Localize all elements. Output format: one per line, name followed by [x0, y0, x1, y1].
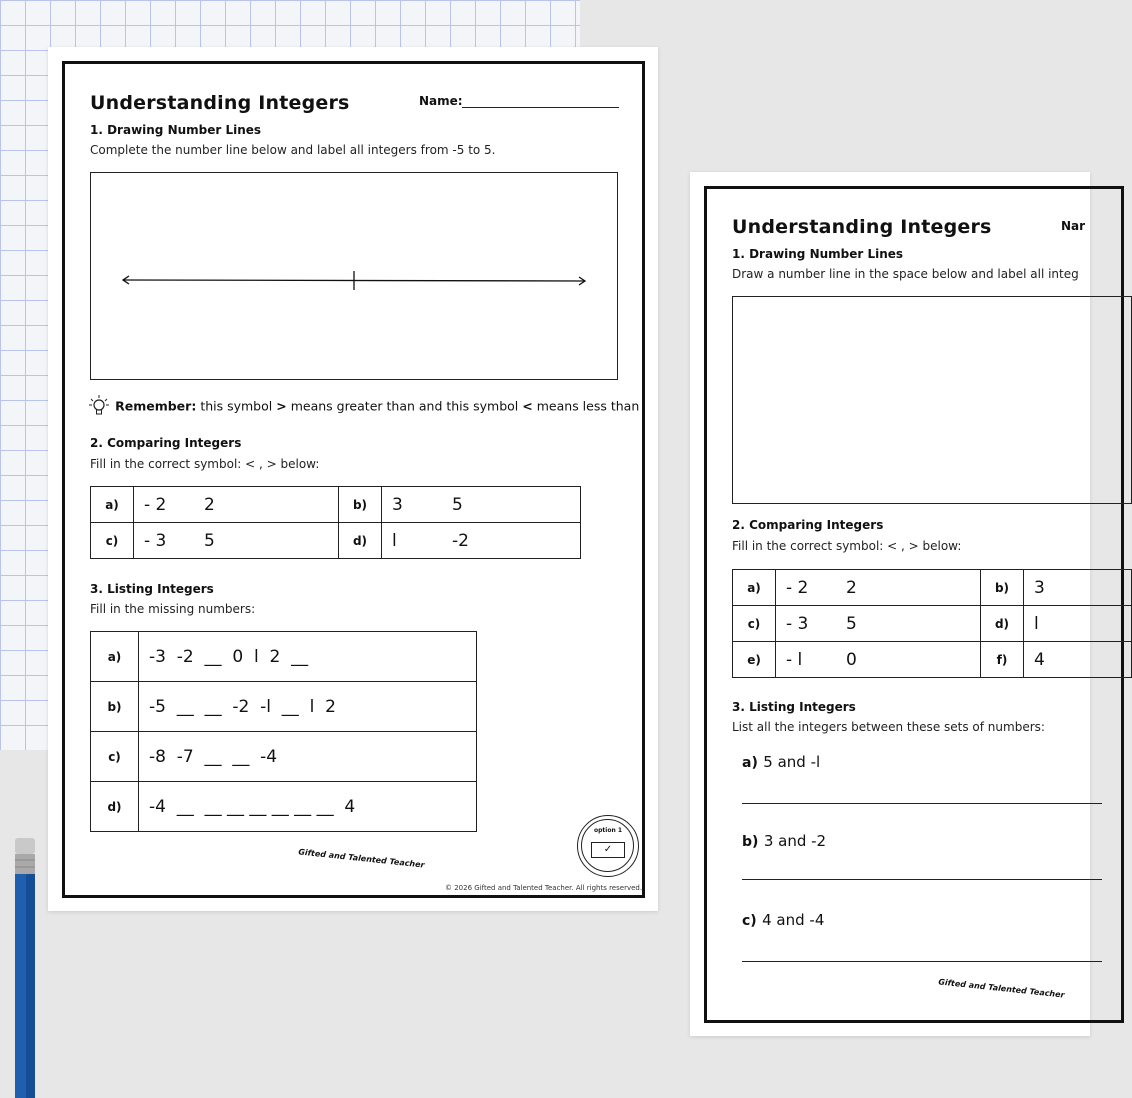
- remember-text-3: means less than: [536, 398, 640, 414]
- remember-note: [88, 394, 639, 418]
- copyright-text: © 2026 Gifted and Talented Teacher. All rights reserved.: [445, 884, 643, 892]
- row-label: a): [91, 632, 139, 682]
- remember-text-1: this symbol: [200, 398, 273, 414]
- list-item: b) 3 and -2: [742, 832, 827, 850]
- comparison-cell[interactable]: l -2: [382, 523, 581, 559]
- table-row: [91, 632, 477, 682]
- section-1-instruction: Complete the number line below and label all integers from -5 to 5.: [90, 143, 496, 157]
- section-3-instruction: List all the integers between these sets of numbers:: [732, 720, 1045, 734]
- section-1-title: 1. Drawing Number Lines: [90, 123, 262, 137]
- answer-line[interactable]: [742, 803, 1102, 804]
- option-badge: [577, 815, 639, 877]
- list-item: c) 4 and -4: [742, 911, 825, 929]
- row-label: a): [733, 570, 776, 606]
- section-2-title: 2. Comparing Integers: [732, 518, 884, 532]
- list-item: a) 5 and -l: [742, 753, 821, 771]
- option-badge-title: option 1: [594, 827, 622, 834]
- comparison-cell[interactable]: - 2 2: [134, 487, 339, 523]
- row-label: c): [91, 523, 134, 559]
- listing-cell[interactable]: -3 -2 __ 0 l 2 __: [139, 632, 477, 682]
- number-line-box[interactable]: [732, 296, 1132, 504]
- section-1-title: 1. Drawing Number Lines: [732, 247, 904, 261]
- comparison-cell[interactable]: 4: [1024, 642, 1132, 678]
- brand-logo: Gifted and Talented Teacher: [297, 847, 425, 870]
- row-label: e): [733, 642, 776, 678]
- table-row: [733, 570, 1132, 606]
- section-3-title: 3. Listing Integers: [732, 700, 856, 714]
- section-1-instruction: Draw a number line in the space below and label all integ: [732, 267, 1079, 281]
- worksheet-title: Understanding Integers: [90, 92, 350, 114]
- comparison-cell[interactable]: 3: [1024, 570, 1132, 606]
- comparison-cell[interactable]: 3 5: [382, 487, 581, 523]
- row-label: c): [733, 606, 776, 642]
- row-label: d): [91, 782, 139, 832]
- row-label: c): [91, 732, 139, 782]
- comparison-cell[interactable]: - 2 2: [776, 570, 981, 606]
- row-label: d): [339, 523, 382, 559]
- less-than-symbol: <: [522, 398, 533, 414]
- pencil-icon: [14, 838, 36, 1098]
- table-row: [733, 642, 1132, 678]
- section-3-title: 3. Listing Integers: [90, 582, 214, 596]
- section-2-title: 2. Comparing Integers: [90, 436, 242, 450]
- row-label: f): [981, 642, 1024, 678]
- number-line: [91, 173, 616, 378]
- name-label: Nar: [1061, 219, 1086, 233]
- worksheet-title: Understanding Integers: [732, 216, 992, 238]
- row-label: b): [91, 682, 139, 732]
- section-2-instruction: Fill in the correct symbol: < , > below:: [90, 457, 320, 471]
- table-row: [733, 606, 1132, 642]
- listing-cell[interactable]: -4 __ __ __ __ __ __ __ 4: [139, 782, 477, 832]
- row-label: b): [981, 570, 1024, 606]
- worksheet-option-2: [690, 172, 1090, 1036]
- comparison-cell[interactable]: - 3 5: [134, 523, 339, 559]
- remember-text-2: means greater than and this symbol: [290, 398, 519, 414]
- brand-logo: Gifted and Talented Teacher: [937, 977, 1065, 1000]
- worksheet-option-1: [48, 47, 658, 911]
- greater-than-symbol: >: [276, 398, 287, 414]
- table-row: [91, 682, 477, 732]
- row-label: b): [339, 487, 382, 523]
- section-3-instruction: Fill in the missing numbers:: [90, 602, 256, 616]
- listing-table: [90, 631, 477, 832]
- name-label: Name:: [419, 94, 463, 108]
- listing-cell[interactable]: -5 __ __ -2 -l __ l 2: [139, 682, 477, 732]
- table-row: [91, 487, 581, 523]
- table-row: [91, 732, 477, 782]
- table-row: [91, 523, 581, 559]
- row-label: a): [91, 487, 134, 523]
- answer-line[interactable]: [742, 879, 1102, 880]
- comparing-table: [90, 486, 581, 559]
- comparison-cell[interactable]: - l 0: [776, 642, 981, 678]
- table-row: [91, 782, 477, 832]
- comparison-cell[interactable]: - 3 5: [776, 606, 981, 642]
- section-2-instruction: Fill in the correct symbol: < , > below:: [732, 539, 962, 553]
- listing-cell[interactable]: -8 -7 __ __ -4: [139, 732, 477, 782]
- comparison-cell[interactable]: l: [1024, 606, 1132, 642]
- check-icon: ✓: [591, 842, 625, 858]
- number-line-box[interactable]: [90, 172, 618, 380]
- remember-label: Remember:: [115, 398, 197, 414]
- answer-line[interactable]: [742, 961, 1102, 962]
- name-input-line[interactable]: [462, 107, 619, 108]
- row-label: d): [981, 606, 1024, 642]
- comparing-table: [732, 569, 1132, 678]
- lightbulb-icon: [88, 394, 110, 418]
